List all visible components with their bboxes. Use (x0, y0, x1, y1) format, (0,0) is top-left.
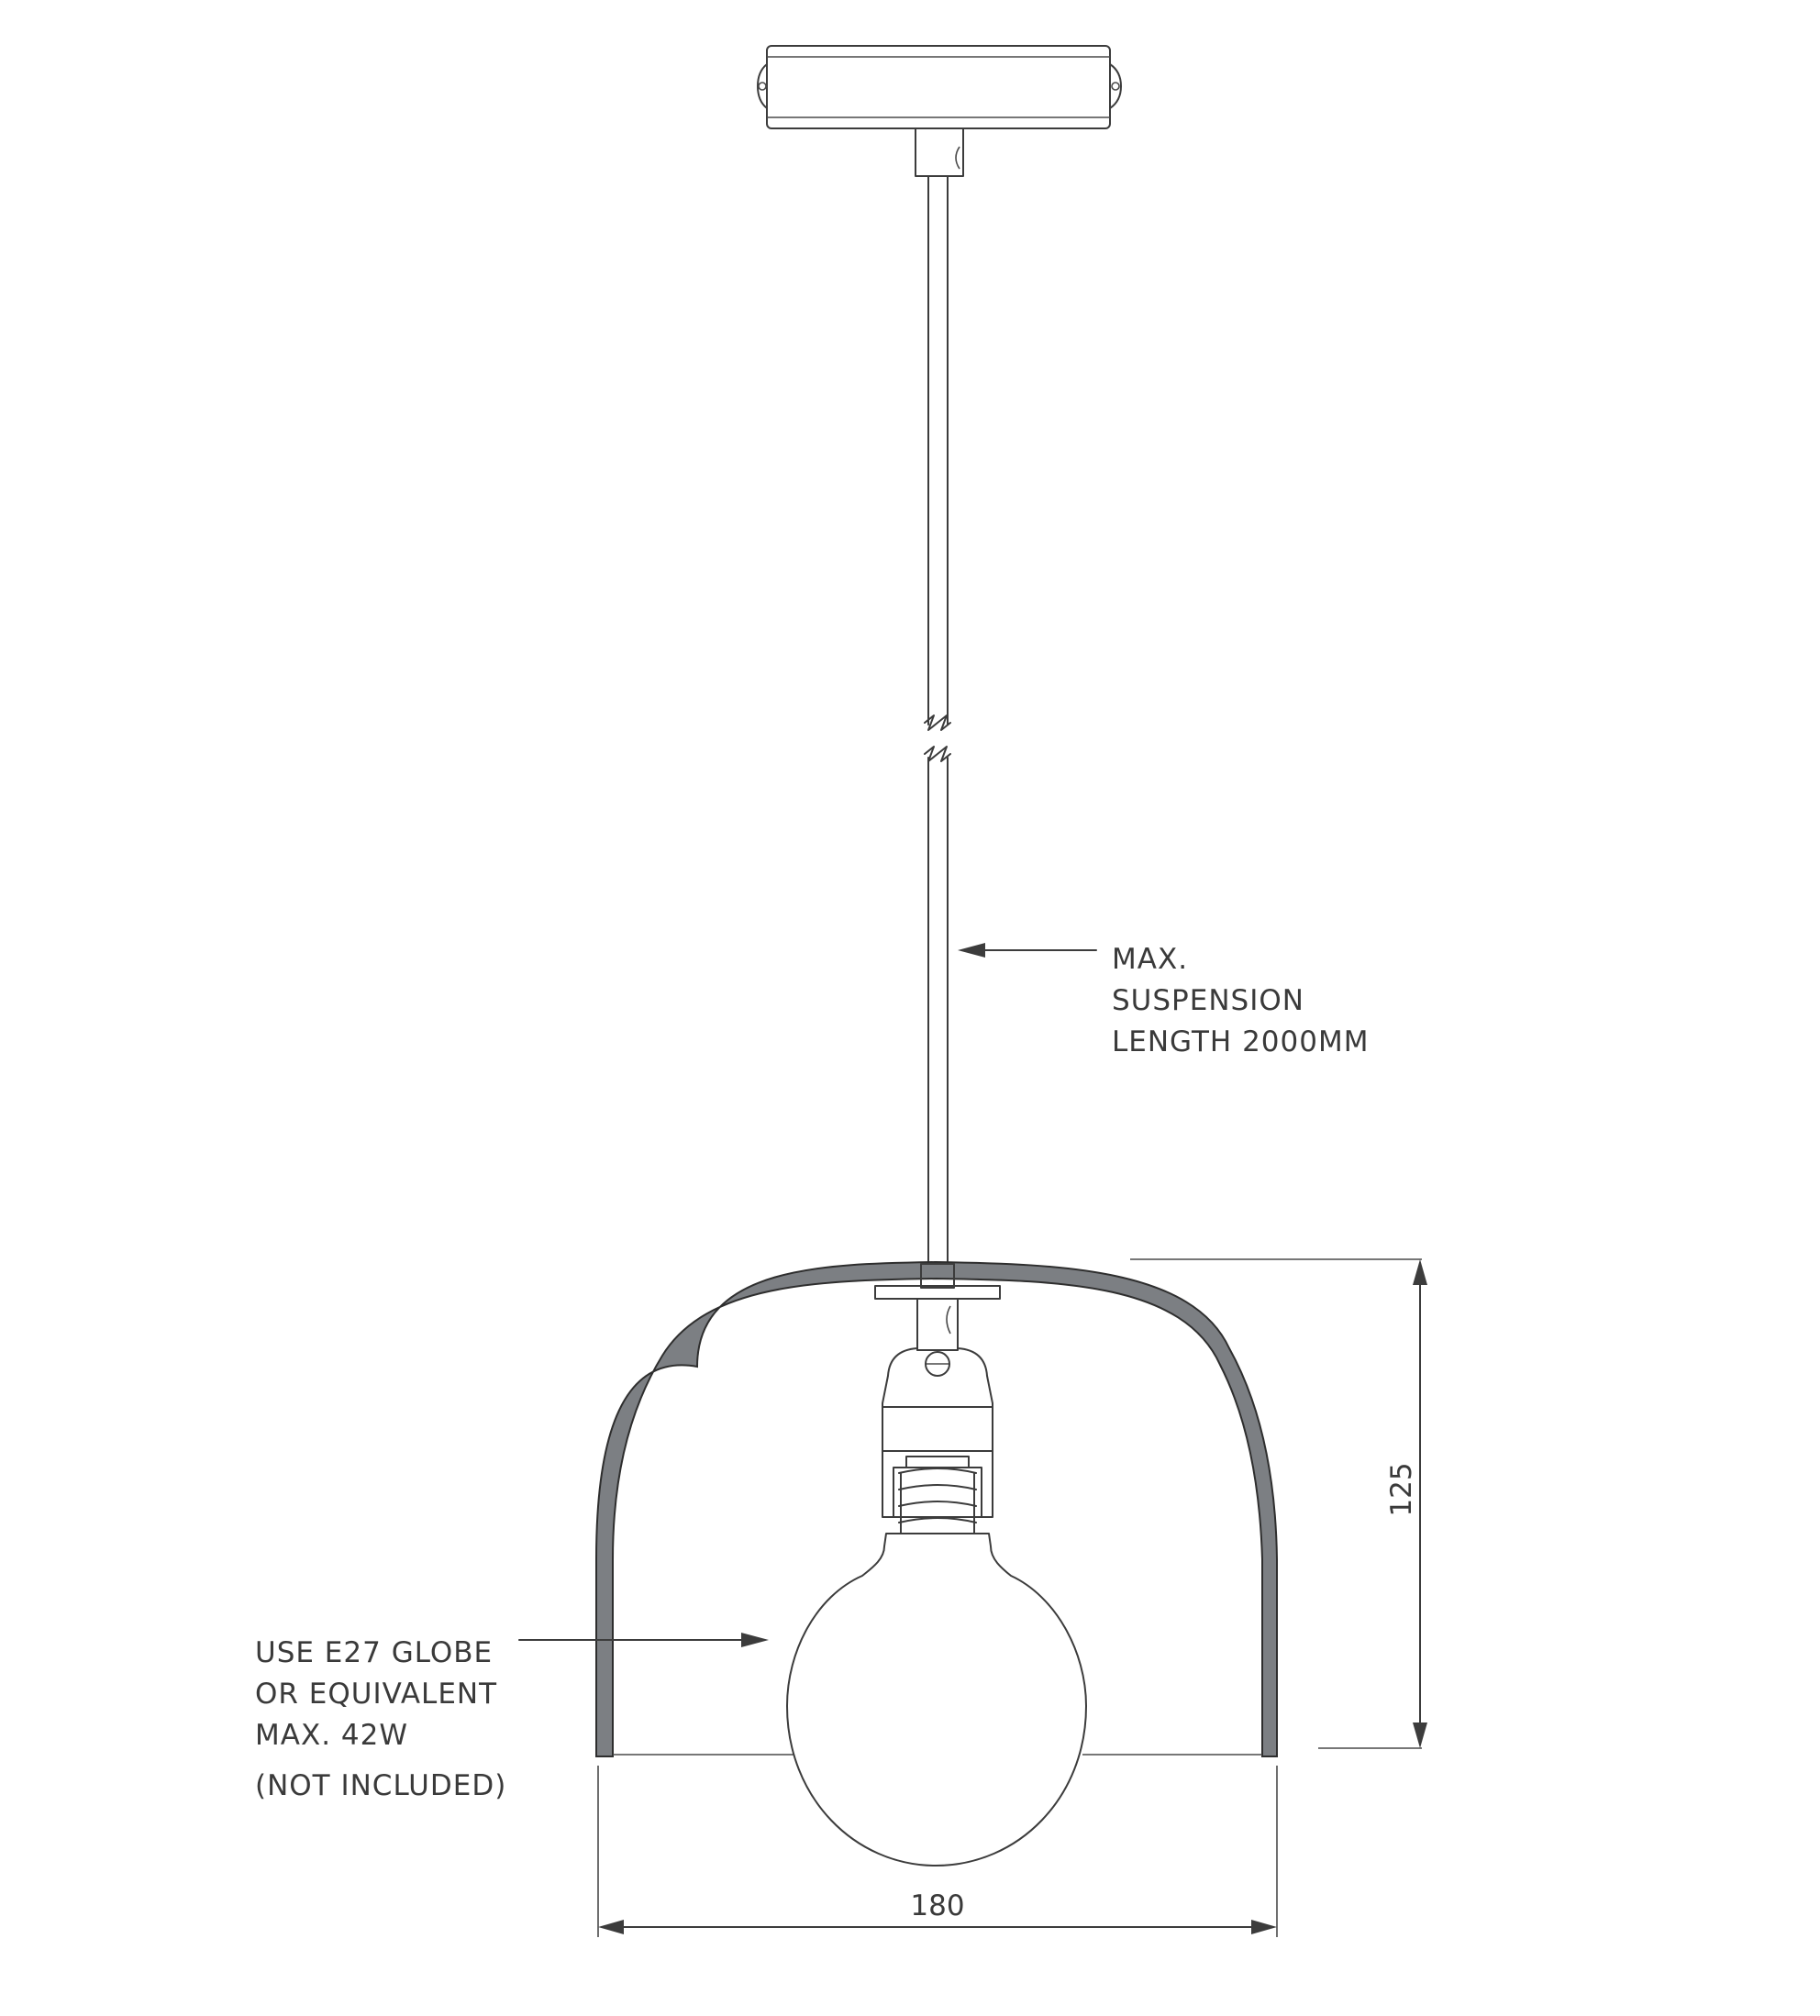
suspension-cable (925, 176, 950, 1268)
bulb-callout-line1: USE E27 GLOBE (255, 1636, 494, 1669)
bulb-callout-line2: OR EQUIVALENT (255, 1678, 498, 1711)
width-dimension-label: 180 (910, 1889, 965, 1922)
e27-thread (899, 1457, 976, 1534)
cord-grip (916, 128, 963, 176)
bulb-callout-line3: MAX. 42W (255, 1719, 408, 1752)
globe-bulb (787, 1534, 1086, 1866)
bulb-callout-line4: (NOT INCLUDED) (255, 1769, 507, 1802)
bulb-callout-arrow (519, 1633, 769, 1647)
ceiling-canopy (758, 46, 1121, 128)
height-dimension (1130, 1259, 1427, 1748)
suspension-callout-arrow (958, 943, 1096, 958)
suspension-callout-line1: MAX. (1112, 943, 1189, 976)
lamp-socket (875, 1264, 1000, 1517)
suspension-callout-line2: SUSPENSION (1112, 984, 1304, 1017)
height-dimension-label: 125 (1385, 1462, 1418, 1517)
dome-shade (596, 1262, 1277, 1756)
suspension-callout-line3: LENGTH 2000MM (1112, 1025, 1370, 1058)
